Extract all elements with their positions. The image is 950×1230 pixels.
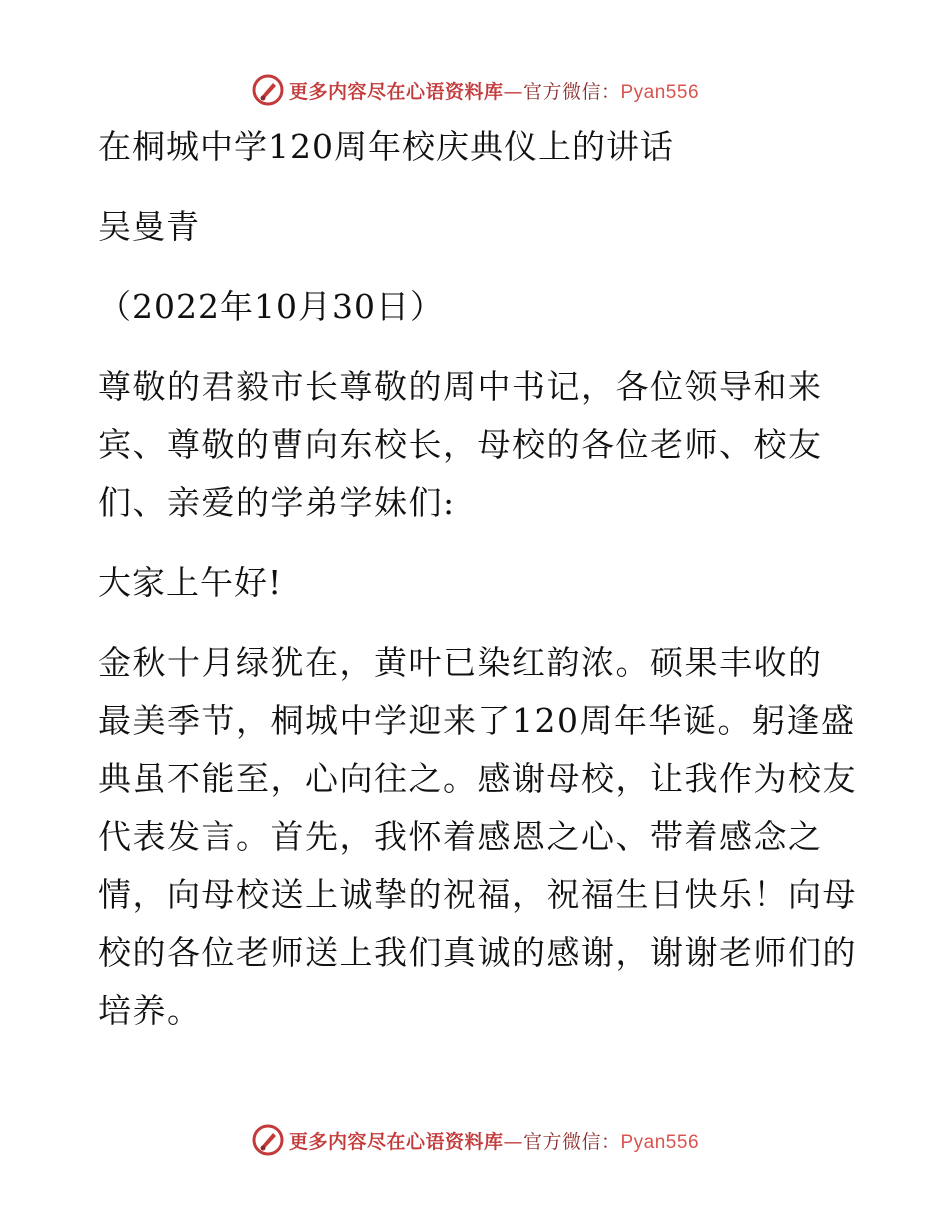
watermark-banner-bottom: [0, 1120, 950, 1160]
watermark-sub: 官方微信：: [522, 1130, 621, 1153]
document-date: （2022年10月30日）: [98, 287, 444, 326]
pen-nib-icon: [251, 1123, 285, 1157]
document-greeting: 大家上午好!: [98, 563, 283, 602]
watermark-id: Pyan556: [620, 81, 700, 103]
watermark-main: 更多内容尽在心语资料库: [288, 1130, 504, 1153]
watermark-main: 更多内容尽在心语资料库: [288, 80, 504, 103]
watermark-banner-top: [0, 70, 950, 110]
watermark-text: [289, 77, 699, 104]
watermark-sub: 官方微信：: [522, 80, 621, 103]
watermark-id: Pyan556: [620, 1131, 700, 1153]
pen-nib-icon: [251, 73, 285, 107]
document-author: 吴曼青: [98, 207, 200, 246]
watermark-text: [289, 1127, 699, 1154]
document-paragraph: 金秋十月绿犹在，黄叶已染红韵浓。硕果丰收的 最美季节，桐城中学迎来了120周年华诞。躬逢盛 典虽不能至，心向往之。感谢母校，让我作为校友 代表发言。首先，我怀着感恩之心、带着感念之 情，向母校送上诚挚的祝福，祝福生日快乐！向母 校的各位老师送上我们真诚的感谢，谢谢老师们的 培养。: [98, 643, 857, 1030]
document-title: 在桐城中学120周年校庆典仪上的讲话: [98, 127, 674, 166]
document-salutation: 尊敬的君毅市长尊敬的周中书记，各位领导和来 宾、尊敬的曹向东校长，母校的各位老师、校友 们、亲爱的学弟学妹们:: [98, 367, 823, 522]
watermark-dash: —: [503, 80, 523, 103]
document-body: [98, 118, 858, 1040]
watermark-dash: —: [503, 1130, 523, 1153]
